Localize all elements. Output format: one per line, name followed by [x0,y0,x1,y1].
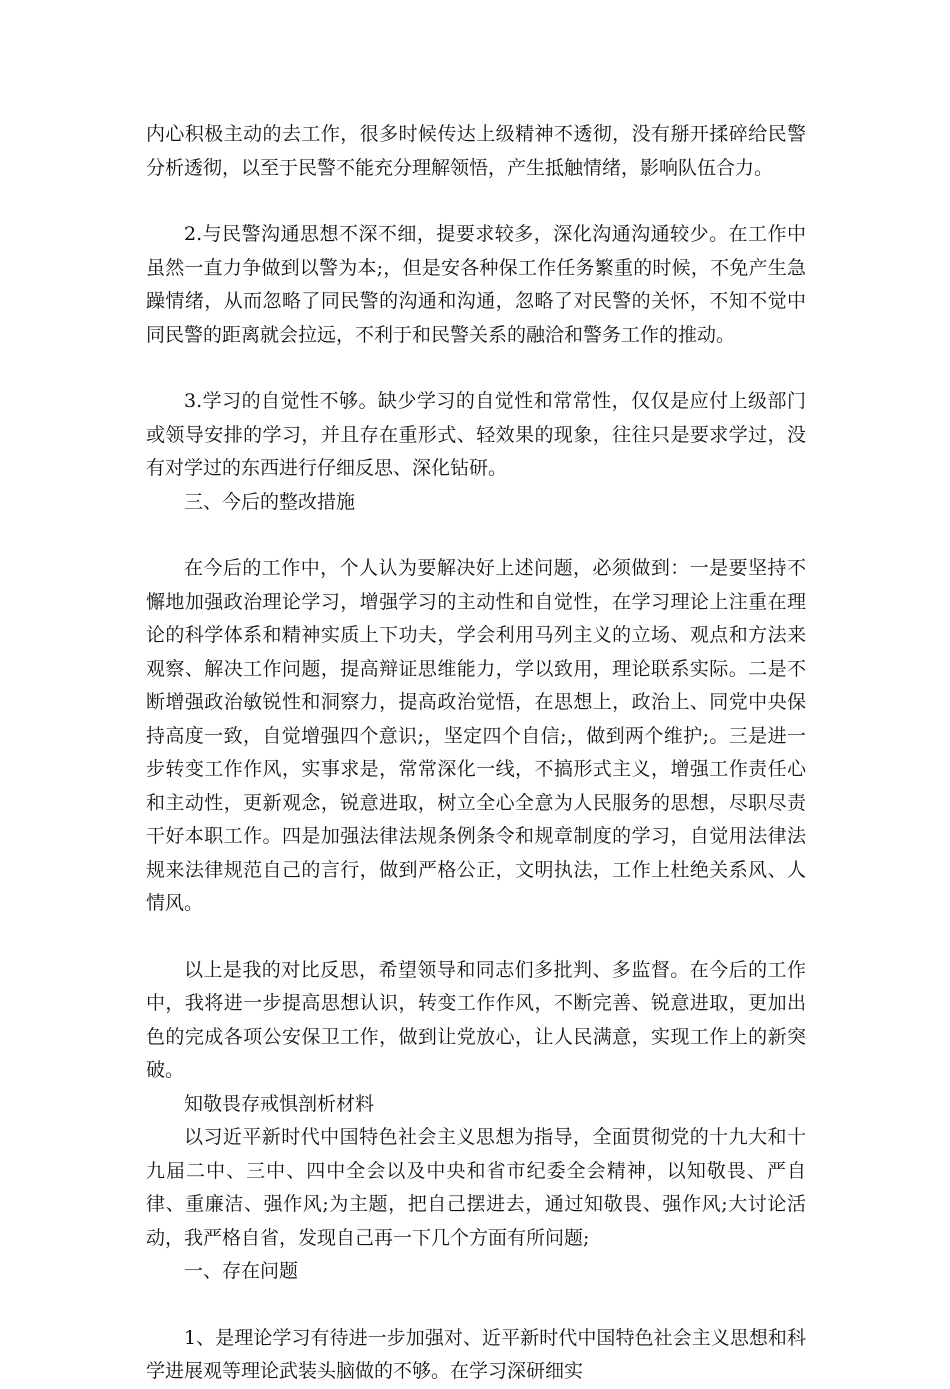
paragraph-continuation: 内心积极主动的去工作，很多时候传达上级精神不透彻，没有掰开揉碎给民警分析透彻，以至于民警不能充分理解领悟，产生抵触情绪，影响队伍合力。 [146,123,806,179]
paragraph-problem-one: 1、是理论学习有待进一步加强对、近平新时代中国特色社会主义思想和科学进展观等理论武装头脑做的不够。在学习深研细实 [146,1326,806,1382]
paragraph-measures: 在今后的工作中，个人认为要解决好上述问题，必须做到：一是要坚持不懈地加强政治理论学习，增强学习的主动性和自觉性，在学习理论上注重在理论的科学体系和精神实质上下功夫，学会利用马列主义的立场、观点和方法来观察、解决工作问题，提高辩证思维能力，学以致用，理论联系实际。二是不断增强政治敏锐性和洞察力，提高政治觉悟，在思想上，政治上、同党中央保持高度一致，自觉增强四个意识;，坚定四个自信;，做到两个维护;。三是进一步转变工作作风，实事求是，常常深化一线，不搞形式主义，增强工作责任心和主动性，更新观念，锐意进取，树立全心全意为人民服务的思想，尽职尽责干好本职工作。四是加强法律法规条例条令和规章制度的学习，自觉用法律法规来法律规范自己的言行，做到严格公正，文明执法，工作上杜绝关系风、人情风。 [146,557,806,914]
document-page [146,118,806,1389]
document-title-second: 知敬畏存戒惧剖析材料 [184,1092,375,1115]
paragraph-conclusion: 以上是我的对比反思，希望领导和同志们多批判、多监督。在今后的工作中，我将进一步提高思想认识，转变工作作风，不断完善、锐意进取，更加出色的完成各项公安保卫工作，做到让党放心，让人民满意，实现工作上的新突破。 [146,958,806,1081]
paragraph-introduction: 以习近平新时代中国特色社会主义思想为指导，全面贯彻党的十九大和十九届二中、三中、四中全会以及中央和省市纪委全会精神，以知敬畏、严自律、重廉洁、强作风;为主题，把自己摆进去，通过知敬畏、强作风;大讨论活动，我严格自省，发现自己再一下几个方面有所问题; [146,1126,806,1249]
paragraph-communication-issue: 2.与民警沟通思想不深不细，提要求较多，深化沟通沟通较少。在工作中虽然一直力争做到以警为本;，但是安各种保工作任务繁重的时候，不免产生急躁情绪，从而忽略了同民警的沟通和沟通，忽略了对民警的关怀，不知不觉中同民警的距离就会拉远，不利于和民警关系的融洽和警务工作的推动。 [146,223,806,346]
section-heading-rectification: 三、今后的整改措施 [184,490,356,513]
paragraph-study-issue: 3.学习的自觉性不够。缺少学习的自觉性和常常性，仅仅是应付上级部门或领导安排的学习，并且存在重形式、轻效果的现象，往往只是要求学过，没有对学过的东西进行仔细反思、深化钻研。 [146,390,806,479]
section-heading-problems: 一、存在问题 [184,1260,299,1282]
